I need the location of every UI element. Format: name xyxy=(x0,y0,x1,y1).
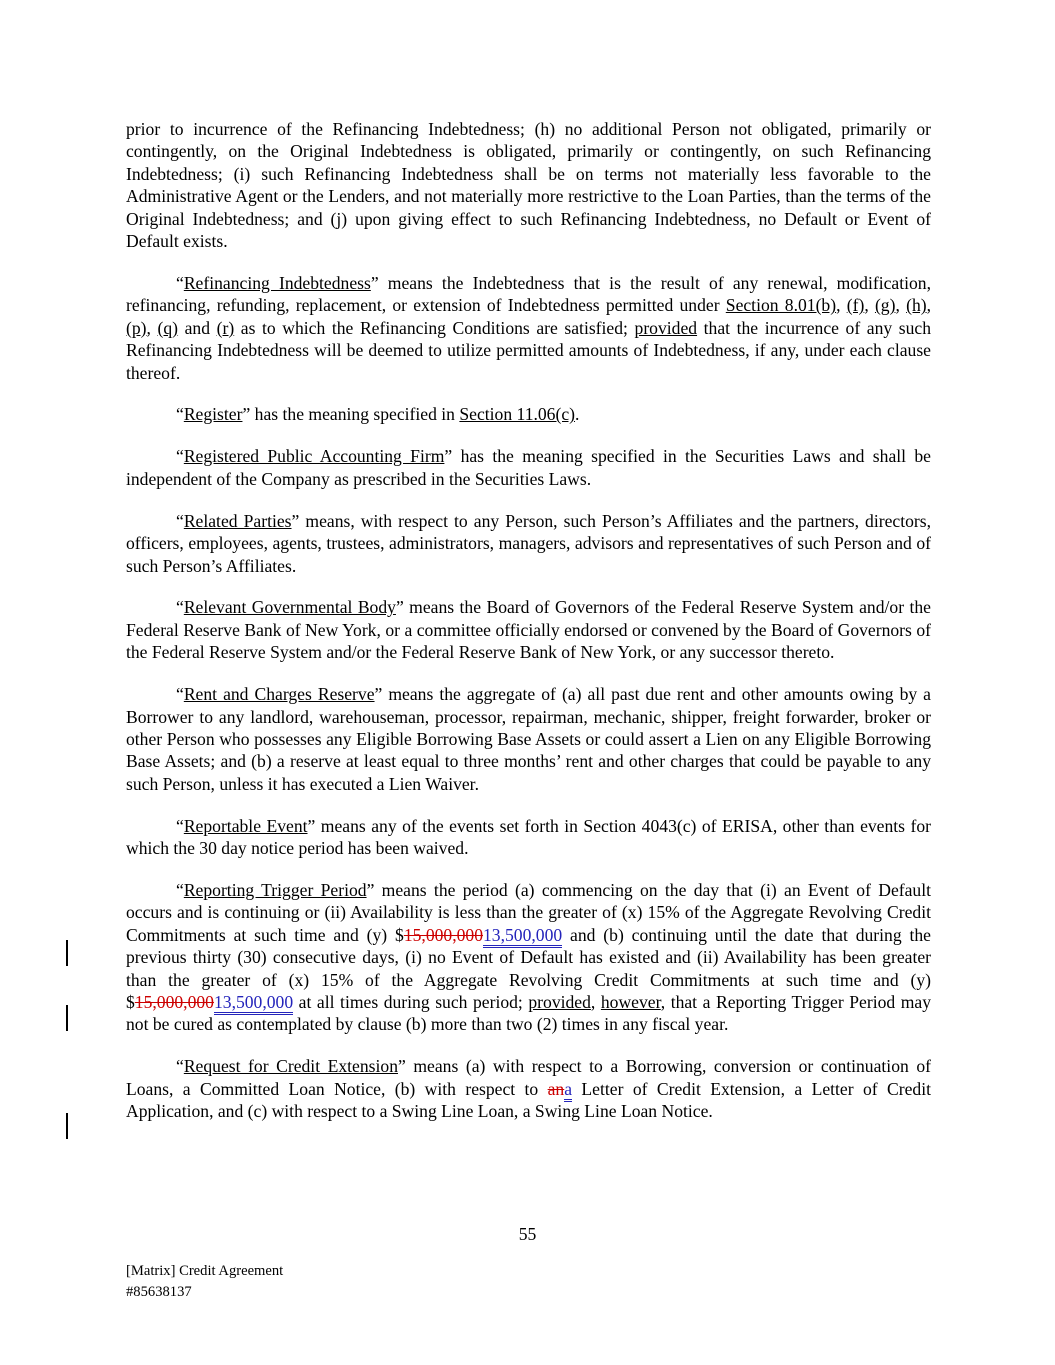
text-run: “ xyxy=(176,879,184,900)
document-body xyxy=(126,118,931,1142)
text-run: and xyxy=(178,317,217,338)
underlined-term: Reportable Event xyxy=(183,815,308,836)
paragraph xyxy=(126,272,931,384)
underlined-term: Request for Credit Extension xyxy=(183,1056,398,1077)
text-run: ” means the period (a) commencing on the day that (i) an Event of Default occurs and is continuing or (ii) Availability is less than the greater of (x) 15% of the Aggregate Revolving Credit Commitments at such time and (y) $ xyxy=(126,879,931,945)
underlined-term: Register xyxy=(183,404,243,425)
paragraph xyxy=(126,815,931,860)
redline-insertion: 13,500,000 xyxy=(483,925,562,948)
underlined-term: provided xyxy=(634,317,698,338)
redline-deletion: 15,000,000 xyxy=(403,924,483,945)
text-run: ” means any of the events set forth in Section 4043(c) of ERISA, other than events for which the 30 day notice period has been waived. xyxy=(126,815,931,859)
underlined-term: Refinancing Indebtedness xyxy=(183,272,371,293)
text-run: , xyxy=(590,992,601,1012)
text-run: and (b) continuing until the date that during the previous thirty (30) consecutive days, (i) no Event of Default has existed and (ii) Availability has been greater than the greater of (x) 15% of the Aggregate Revolving Credit Commitments at such time and (y) $ xyxy=(126,924,931,1012)
paragraph xyxy=(126,596,931,663)
text-run: ” has the meaning specified in the Securities Laws and shall be independent of the Company as prescribed in the Securities Laws. xyxy=(126,446,931,489)
footer-doc-id: #85638137 xyxy=(126,1284,192,1300)
redline-deletion: 15,000,000 xyxy=(134,992,214,1012)
paragraph xyxy=(126,510,931,577)
paragraph xyxy=(126,879,931,1036)
text-run: ” means, with respect to any Person, such Person’s Affiliates and the partners, directors, officers, employees, agents, trustees, administrators, managers, advisors and representatives of such Person and of such Person’s Affiliates. xyxy=(126,510,931,576)
text-run: ” means the aggregate of (a) all past due rent and other amounts owing by a Borrower to any landlord, warehouseman, processor, repairman, mechanic, shipper, freight forwarder, broker or other Person who possesses any Eligible Borrowing Base Assets or could assert a Lien on any Eligible Borrowing Base Assets; and (b) a reserve at least equal to three months’ rent and other charges that could be payable to any such Person, unless it has executed a Lien Waiver. xyxy=(126,684,931,794)
text-run: “ xyxy=(176,684,184,705)
text-run: “ xyxy=(176,597,184,618)
underlined-term: Registered Public Accounting Firm xyxy=(183,446,445,467)
underlined-term: Section 11.06(c) xyxy=(459,404,576,425)
text-run: , xyxy=(895,295,907,316)
underlined-term: however xyxy=(600,992,661,1012)
redline-insertion: a xyxy=(564,1079,572,1102)
text-run: “ xyxy=(176,510,184,531)
underlined-term: (p) xyxy=(126,317,147,338)
revision-change-bar xyxy=(66,1005,68,1031)
paragraph xyxy=(126,683,931,795)
redline-deletion: an xyxy=(547,1078,565,1099)
text-run: , xyxy=(926,295,932,316)
text-run: as to which the Refinancing Conditions are satisfied; xyxy=(234,317,635,338)
text-run: , xyxy=(146,317,158,338)
text-run: ” means the Board of Governors of the Federal Reserve System and/or the Federal Reserve Bank of New York, or a committee officially endorsed or convened by the Board of Governors of the Federal Reserve System and/or the Federal Reserve Bank of New York, or any successor thereto. xyxy=(126,597,931,663)
paragraph xyxy=(126,118,931,252)
paragraph xyxy=(126,403,931,425)
underlined-term: Section 8.01(b) xyxy=(725,295,837,316)
text-run: Letter of Credit Extension, a Letter of Credit Application, and (c) with respect to a Swing Line Loan, a Swing Line Loan Notice. xyxy=(126,1078,931,1122)
text-run: . xyxy=(575,404,580,425)
text-run: “ xyxy=(176,446,184,467)
redline-insertion: 13,500,000 xyxy=(214,992,293,1015)
text-run: “ xyxy=(176,272,184,293)
text-run: “ xyxy=(176,1056,184,1077)
text-run: that the incurrence of any such Refinancing Indebtedness will be deemed to utilize permitted amounts of Indebtedness, if any, under each clause thereof. xyxy=(126,317,931,383)
underlined-term: Related Parties xyxy=(183,510,292,531)
paragraph xyxy=(126,1055,931,1122)
underlined-term: (h) xyxy=(906,295,927,316)
text-run: prior to incurrence of the Refinancing Indebtedness; (h) no additional Person not obligated, primarily or contingently, on the Original Indebtedness is obligated, primarily or contingently, on such Refinancing Indebtedness; (i) such Refinancing Indebtedness shall be on terms not materially less favorable to the Administrative Agent or the Lenders, and not materially more restrictive to the Loan Parties, than the terms of the Original Indebtedness; and (j) upon giving effect to such Refinancing Indebtedness, no Default or Event of Default exists. xyxy=(126,119,931,252)
text-run: at all times during such period; xyxy=(293,992,529,1012)
text-run: “ xyxy=(176,404,184,425)
text-run: ” means (a) with respect to a Borrowing, conversion or continuation of Loans, a Committed Loan Notice, (b) with respect to xyxy=(126,1056,931,1099)
underlined-term: (f) xyxy=(846,295,865,316)
underlined-term: provided xyxy=(528,992,591,1012)
revision-change-bar xyxy=(66,940,68,966)
underlined-term: Rent and Charges Reserve xyxy=(183,684,375,705)
text-run: ” means the Indebtedness that is the result of any renewal, modification, refinancing, refunding, replacement, or extension of Indebtedness permitted under xyxy=(126,272,931,316)
text-run: , xyxy=(864,295,875,316)
underlined-term: Reporting Trigger Period xyxy=(183,879,367,900)
underlined-term: (q) xyxy=(157,317,179,338)
text-run: “ xyxy=(176,815,184,836)
text-run: , xyxy=(836,295,847,316)
document-footer xyxy=(126,1261,283,1303)
revision-change-bar xyxy=(66,1113,68,1139)
underlined-term: (g) xyxy=(874,295,896,316)
underlined-term: Relevant Governmental Body xyxy=(183,597,396,618)
paragraph xyxy=(126,445,931,490)
text-run: , that a Reporting Trigger Period may not be cured as contemplated by clause (b) more than two (2) times in any fiscal year. xyxy=(126,992,932,1035)
page-number: 55 xyxy=(518,1224,537,1244)
underlined-term: (r) xyxy=(216,317,235,338)
text-run: ” has the meaning specified in xyxy=(242,404,460,425)
footer-doc-title: [Matrix] Credit Agreement xyxy=(126,1263,284,1279)
